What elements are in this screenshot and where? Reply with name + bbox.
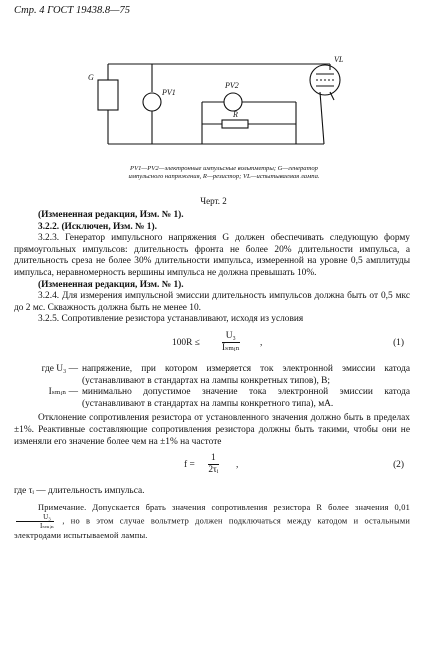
formula-2-lhs: f = <box>184 460 195 471</box>
edit-note-2: (Измененная редакция, Изм. № 1). <box>38 279 184 290</box>
note-fraction <box>16 513 54 530</box>
label-r: R <box>233 110 238 119</box>
formula-2-number: (2) <box>393 460 404 471</box>
edit-note-1: (Измененная редакция, Изм. № 1). <box>38 210 184 220</box>
definition-desc: минимально допустимое значение тока электронной эмиссии катода (устанавливают в стандартах на лампы конкретного типа), мА. <box>82 387 410 409</box>
document-body <box>14 210 410 541</box>
formula-2-fraction <box>208 453 219 476</box>
formula-2-numerator: 1 <box>208 453 219 465</box>
definition-row <box>14 387 410 410</box>
circuit-diagram <box>88 52 354 162</box>
figure-caption: PV1—PV2—электронные импульсные вольтметры; G—генератор импульсного напряжения, R—резистор; VL—испытываемая лампа. <box>128 165 320 180</box>
resistor <box>222 120 248 128</box>
formula-2-denominator: 2τᵢ <box>208 465 219 476</box>
definition-desc: напряжение, при котором измеряется ток электронной эмиссии катода (устанавливают в стандартах на лампы конкретных типов), В; <box>82 363 410 386</box>
pv2-meter <box>224 93 242 111</box>
note-fraction-numerator: U₃ <box>16 513 54 522</box>
note-lead: Примечание. Допускается брать значения сопротивления резистора R более значения 0,01 <box>38 502 410 512</box>
definitions-list <box>14 364 410 410</box>
generator-box <box>98 80 118 110</box>
clause-3-2-3: 3.2.3. Генератор импульсного напряжения G должен обеспечивать следующую форму прямоугольных импульсов: длительность фронта не более 20% длительности импульса, а длительность среза не более 30% длительности импульса, измеренной на уровне 0,5 амплитуды импульса, неравномерность вершины импульса не должна превышать 10%. <box>14 233 410 278</box>
definition-row <box>14 364 410 387</box>
formula-1-fraction <box>222 331 240 354</box>
clause-3-2-5: 3.2.5. Сопротивление резистора устанавливают, исходя из условия <box>38 314 304 325</box>
label-pv2: PV2 <box>225 81 239 90</box>
formula-1 <box>14 328 410 362</box>
formula-1-number: (1) <box>393 337 404 348</box>
label-vl: VL <box>334 55 344 64</box>
formula-1-numerator: U₃ <box>222 331 240 343</box>
note-tail: , но в этом случае вольтметр должен подключаться между катодом и остальными электродами испытываемой лампы. <box>14 516 410 540</box>
definition-term: где U₃ — <box>41 363 78 374</box>
formula-1-tail: , <box>260 337 263 348</box>
formula-1-lhs: 100R ≤ <box>172 337 200 348</box>
note-fraction-denominator: Iₛₘᵢₙ <box>40 521 55 530</box>
clause-3-2-4: 3.2.4. Для измерения импульсной эмиссии длительность импульсов должна быть от 0,5 мкс до 2 мс. Скважность должна быть не менее 10. <box>14 291 410 313</box>
clause-3-2-2: 3.2.2. (Исключен, Изм. № 1). <box>38 221 157 232</box>
note-paragraph <box>14 502 410 541</box>
formula-2 <box>14 450 410 484</box>
deviation-paragraph: Отклонение сопротивления резистора от установленного значения должно быть в пределах ±1%. Реактивные составляющие сопротивления резистора должны быть такими, чтобы они не изменяли его значение более чем на ±1% на частоте <box>14 413 410 447</box>
where-tau: где τᵢ — длительность импульса. <box>14 486 145 497</box>
figure-label: Черт. 2 <box>200 196 227 206</box>
label-pv1: PV1 <box>162 88 176 97</box>
label-g: G <box>88 73 94 82</box>
formula-2-tail: , <box>236 460 239 471</box>
formula-1-denominator: Iₛₘᵢₙ <box>222 342 240 353</box>
pv1-meter <box>143 93 161 111</box>
definition-term: Iₛₘᵢₙ — <box>48 387 78 398</box>
page-header: Стр. 4 ГОСТ 19438.8—75 <box>14 5 130 16</box>
